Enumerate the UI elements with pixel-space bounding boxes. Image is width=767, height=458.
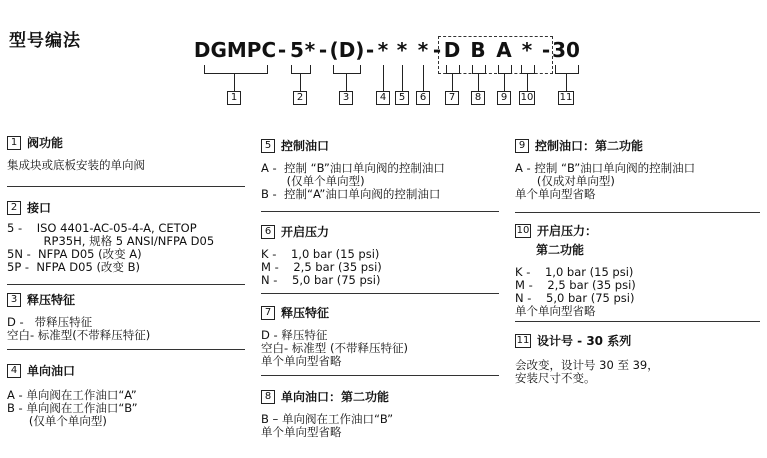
- ref-number-7: 7: [445, 91, 459, 105]
- divider: [7, 349, 245, 350]
- section-4: 4 单向油口 A - 单向阀在工作油口“A” B - 单向阀在工作油口“B” (仅单个单向型): [7, 364, 138, 428]
- code-dash: -: [277, 38, 287, 62]
- code-star: *: [304, 38, 316, 62]
- model-code-diagram: [0, 38, 767, 108]
- section-heading: 单向油口: [27, 364, 76, 378]
- code-d: D: [443, 38, 461, 62]
- section-3: 3 释压特征 D - 带释压特征 空白- 标准型(不带释压特征): [7, 293, 151, 342]
- section-body: D - 释压特征 空白- 标准型 (不带释压特征) 单个单向型省略: [261, 328, 408, 368]
- section-heading: 释压特征: [27, 293, 76, 307]
- code-dash: -: [541, 38, 551, 62]
- divider: [261, 293, 499, 294]
- code-b: B: [470, 38, 486, 62]
- code-30: 30: [552, 38, 580, 62]
- ref-number-10: 10: [520, 92, 534, 103]
- code-pilot-port: *: [396, 38, 408, 62]
- section-body: K - 1,0 bar (15 psi) M - 2,5 bar (35 psi) N - 5,0 bar (75 psi) 单个单向型省略: [515, 265, 636, 318]
- divider: [515, 321, 760, 322]
- ref-number-11: 11: [559, 92, 573, 103]
- section-heading: 设计号 - 30 系列: [537, 334, 632, 348]
- code-dash: -: [432, 38, 442, 62]
- section-body: 5 - ISO 4401-AC-05-4-A, CETOP RP35H, 规格 5 ANSI/NFPA D05 5N - NFPA D05 (改变 A) 5P - NFPA D05 (改变 B): [7, 221, 215, 274]
- section-10: 10 开启压力： 第二功能 K - 1,0 bar (15 psi) M - 2,5 bar (35 psi) N - 5,0 bar (75 psi) 单个单向型省略: [515, 224, 636, 318]
- section-heading: 释压特征: [281, 306, 330, 320]
- divider: [7, 284, 245, 285]
- code-check-port: *: [377, 38, 389, 62]
- section-body: A - 控制 “B”油口单向阀的控制油口 (仅单个单向型) B - 控制“A”油口单向阀的控制油口: [261, 161, 445, 201]
- ref-number-2: 2: [293, 91, 307, 105]
- divider: [515, 212, 760, 213]
- section-2: 2 接口 5 - ISO 4401-AC-05-4-A, CETOP RP35H, 规格 5 ANSI/NFPA D05 5N - NFPA D05 (改变 A) 5P - NFPA D05 (改变 B): [7, 201, 215, 274]
- ref-number-9: 9: [497, 91, 511, 105]
- ref-number-8: 8: [471, 91, 485, 105]
- section-body: 集成块或底板安装的单向阀: [7, 158, 145, 172]
- code-dash: -: [365, 38, 375, 62]
- divider: [261, 211, 499, 212]
- section-heading: 开启压力: [281, 225, 330, 239]
- ref-number-1: 1: [227, 91, 241, 105]
- code-a: A: [496, 38, 512, 62]
- section-heading: 开启压力：: [537, 224, 598, 238]
- code-interface: 5: [290, 38, 304, 62]
- section-heading: 单向油口：第二功能: [281, 390, 390, 404]
- section-7: 7 释压特征 D - 释压特征 空白- 标准型 (不带释压特征) 单个单向型省略: [261, 306, 408, 368]
- section-11: 11 设计号 - 30 系列 会改变，设计号 30 至 39， 安装尺寸不变。: [515, 334, 659, 385]
- divider: [7, 186, 245, 187]
- ref-number-3: 3: [339, 91, 353, 105]
- section-5: 5 控制油口 A - 控制 “B”油口单向阀的控制油口 (仅单个单向型) B - 控制“A”油口单向阀的控制油口: [261, 139, 445, 201]
- section-9: 9 控制油口：第二功能 A - 控制 “B”油口单向阀的控制油口 (仅成对单向型) 单个单向型省略: [515, 139, 696, 201]
- section-body: 会改变，设计号 30 至 39， 安装尺寸不变。: [515, 358, 659, 385]
- ref-number-4: 4: [376, 91, 390, 105]
- page-title: 型号编法: [9, 31, 81, 51]
- ref-number-6: 6: [416, 91, 430, 105]
- section-heading-second-line: 第二功能: [536, 243, 585, 257]
- section-body: A - 单向阀在工作油口“A” B - 单向阀在工作油口“B” (仅单个单向型): [7, 388, 138, 428]
- code-dgmpc: DGMPC: [193, 38, 277, 62]
- code-cracking: *: [417, 38, 429, 62]
- section-heading: 控制油口: [281, 139, 330, 153]
- section-8: 8 单向油口：第二功能 B – 单向阀在工作油口“B” 单个单向型省略: [261, 390, 394, 439]
- section-heading: 阀功能: [27, 136, 64, 150]
- section-6: 6 开启压力 K - 1,0 bar (15 psi) M - 2,5 bar (35 psi) N - 5,0 bar (75 psi): [261, 225, 382, 287]
- ref-number-5: 5: [395, 91, 409, 105]
- section-heading: 控制油口：第二功能: [535, 139, 644, 153]
- section-heading: 接口: [27, 201, 52, 215]
- section-body: D - 带释压特征 空白- 标准型(不带释压特征): [7, 315, 151, 342]
- code-relief: (D): [329, 38, 365, 62]
- code-dash: -: [318, 38, 328, 62]
- code-star: *: [521, 38, 533, 62]
- section-1: 1 阀功能 集成块或底板安装的单向阀: [7, 136, 145, 172]
- section-body: B – 单向阀在工作油口“B” 单个单向型省略: [261, 412, 394, 439]
- section-body: A - 控制 “B”油口单向阀的控制油口 (仅成对单向型) 单个单向型省略: [515, 161, 696, 201]
- divider: [261, 375, 499, 376]
- section-body: K - 1,0 bar (15 psi) M - 2,5 bar (35 psi) N - 5,0 bar (75 psi): [261, 247, 382, 287]
